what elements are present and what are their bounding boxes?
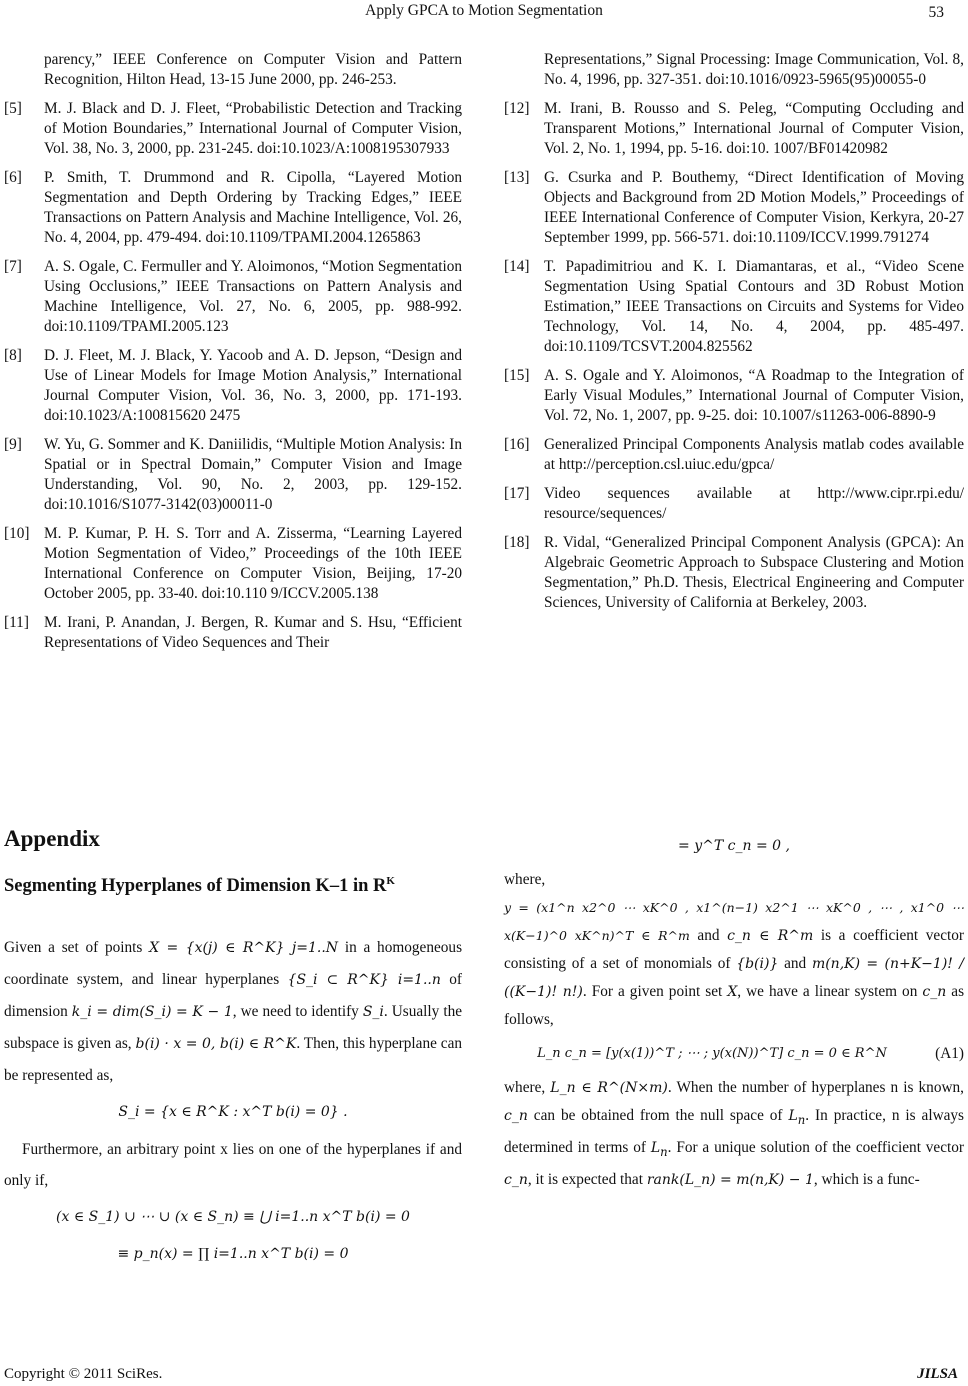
reference-item — [4, 168, 462, 248]
reference-continuation: parency,” IEEE Conference on Computer Vision and Pattern Recognition, Hilton Head, 13-15 June 2000, pp. 246-253. — [44, 51, 462, 88]
reference-number: [5] — [4, 100, 22, 117]
equation-A1: L_n c_n = [y(x(1))^T ; ⋯ ; y(x(N))^T] c_n = 0 ∈ R^N — [537, 1046, 887, 1061]
reference-number: [13] — [504, 169, 530, 186]
reference-text: Video sequences available at http://www.cipr.rpi.edu/ resource/sequences/ — [544, 485, 964, 522]
reference-number: [15] — [504, 367, 530, 384]
page-number: 53 — [928, 4, 944, 21]
references-right-column — [504, 50, 964, 622]
equation-dimension: k_i = dim(S_i) = K − 1 — [71, 1004, 233, 1020]
reference-number: [8] — [4, 347, 22, 364]
reference-number: [12] — [504, 100, 530, 117]
reference-text: D. J. Fleet, M. J. Black, Y. Yacoob and A. D. Jepson, “Design and Use of Linear Models for Image Motion Analysis,” International Journal Computer Vision, Vol. 36, No. 3, 2000, pp. 171-193. doi:10.1023/A:100815620 2475 — [44, 347, 462, 424]
reference-text: M. J. Black and D. J. Fleet, “Probabilistic Detection and Tracking of Motion Boundaries,” International Journal of Computer Vision, Vol. 38, No. 3, 2000, pp. 231-245. doi:10.1023/A:1008195307933 — [44, 100, 462, 157]
reference-item — [4, 524, 462, 604]
journal-name: JILSA — [917, 1366, 958, 1382]
equation-union: (x ∈ S_1) ∪ ⋯ ∪ (x ∈ S_n) ≡ ⋃ i=1..n x^T b(i) = 0 — [56, 1209, 410, 1225]
reference-item — [4, 257, 462, 337]
equation-X: X — [727, 984, 738, 1000]
references-left-column — [4, 50, 462, 662]
reference-number: [7] — [4, 258, 22, 275]
equation-y: y = (x1^n x2^0 ⋯ xK^0 , x1^(n−1) x2^1 ⋯ xK^0 , ⋯ , x1^0 ⋯ x(K−1)^0 xK^n)^T ∈ R^m — [504, 900, 964, 943]
reference-item — [504, 257, 964, 357]
reference-text: M. Irani, B. Rousso and S. Peleg, “Computing Occluding and Transparent Motions,” International Journal of Computer Vision, Vol. 2, No. 1, 1994, pp. 5-16. doi:10. 1007/BF01420982 — [544, 100, 964, 157]
page-header — [0, 2, 968, 24]
appendix-left-column — [4, 932, 462, 1276]
reference-number: [9] — [4, 436, 22, 453]
reference-item — [504, 366, 964, 426]
paragraph: where, y = (x1^n x2^0 ⋯ xK^0 , x1^(n−1) x2^1 ⋯ xK^0 , ⋯ , x1^0 ⋯ x(K−1)^0 xK^n)^T ∈ R^m and c_n ∈ R^m is a coefficient vector consisting of a set of monomials of {b(i)} and m(n,K) = (n+K−1)! / ((K−1)! n!). For a given point set X, we have a linear system on c_n as follows, — [504, 871, 965, 1028]
reference-item — [4, 613, 462, 653]
reference-number: [10] — [4, 525, 30, 542]
equation-points: X = {x(j) ∈ R^K} j=1..N — [149, 940, 339, 956]
reference-item — [504, 435, 964, 475]
copyright: Copyright © 2011 SciRes. — [4, 1366, 163, 1382]
equation-representation: S_i = {x ∈ R^K : x^T b(i) = 0} . — [118, 1104, 348, 1120]
reference-text: M. P. Kumar, P. H. S. Torr and A. Zisserma, “Learning Layered Motion Segmentation of Video,” Proceedings of the 10th IEEE International Conference on Computer Vision, Beijing, 17-20 October 2005, pp. 33-40. doi:10.110 9/ICCV.2005.138 — [44, 525, 462, 602]
reference-continuation: Representations,” Signal Processing: Image Communication, Vol. 8, No. 4, 1996, pp. 327-351. doi:10.1016/0923-5965(95)00055-0 — [544, 51, 964, 88]
reference-number: [18] — [504, 534, 530, 551]
reference-text: A. S. Ogale and Y. Aloimonos, “A Roadmap to the Integration of Early Visual Modules,” International Journal of Computer Vision, Vol. 72, No. 1, 2007, pp. 9-25. doi: 10.1007/s11263-006-8890-9 — [544, 367, 964, 424]
paragraph: Furthermore, an arbitrary point x lies on one of the hyperplanes if and only if, — [4, 1141, 462, 1189]
running-title: Apply GPCA to Motion Segmentation — [365, 2, 603, 19]
reference-item — [504, 99, 964, 159]
reference-text: T. Papadimitriou and K. I. Diamantaras, et al., “Video Scene Segmentation Using Spatial Contours and 3D Robust Motion Estimation,” IEEE Transactions on Circuits and Systems for Video Technology, Vol. 14, No. 4, 2004, pp. 485-497. doi:10.1109/TCSVT.2004.825562 — [544, 258, 964, 355]
equation-m: m(n,K) = (n+K−1)! / ((K−1)! n!) — [504, 956, 964, 1000]
equation-bi: {b(i)} — [736, 956, 779, 972]
equation-planes: {S_i ⊂ R^K} i=1..n — [287, 972, 441, 988]
reference-text: M. Irani, P. Anandan, J. Bergen, R. Kumar and S. Hsu, “Efficient Representations of Video Sequences and Their — [44, 614, 462, 651]
appendix-right-column — [504, 826, 964, 1194]
appendix-subheading: Segmenting Hyperplanes of Dimension K–1 in $R^K$ — [4, 875, 395, 897]
reference-text: G. Csurka and P. Bouthemy, “Direct Identification of Moving Objects and Background from 2D Motion Models,” Proceedings of IEEE International Conference of Computer Vision, Kerkyra, 20-27 September 1999, pp. 566-571. doi:10.1109/ICCV.1999.791274 — [544, 169, 964, 246]
paragraph: Given a set of points X = {x(j) ∈ R^K} j=1..N in a homogeneous coordinate system, and linear hyperplanes {S_i ⊂ R^K} i=1..n of dimension k_i = dim(S_i) = K − 1, we need to identify S_i. Usually the subspace is given as, b(i) · x = 0, b(i) ∈ R^K. Then, this hyperplane can be represented as, — [4, 939, 463, 1084]
reference-item — [4, 99, 462, 159]
paragraph: where, L_n ∈ R^(N×m). When the number of hyperplanes n is known, c_n can be obtained from the null space of $L_n$. In practice, n is always determined in terms of $L_n$. For a unique solution of the coefficient vector c_n, it is expected that rank(L_n) = m(n,K) − 1, which is a func- — [504, 1079, 965, 1188]
reference-number: [11] — [4, 614, 29, 631]
reference-number: [14] — [504, 258, 530, 275]
reference-text: R. Vidal, “Generalized Principal Component Analysis (GPCA): An Algebraic Geometric Approach to Subspace Clustering and Motion Segmentation,” Ph.D. Thesis, Electrical Engineering and Computer Sciences, University of California at Berkeley, 2003. — [544, 534, 964, 611]
reference-text: Generalized Principal Components Analysis matlab codes available at http://perception.csl.uiuc.edu/gpca/ — [544, 436, 964, 473]
reference-item — [504, 533, 964, 613]
equation-si: S_i — [362, 1004, 384, 1020]
reference-text: P. Smith, T. Drummond and R. Cipolla, “Layered Motion Segmentation and Depth Ordering by Tracking Edges,” IEEE Transactions on Pattern Analysis and Machine Intelligence, Vol. 26, No. 4, 2004, pp. 479-494. doi:10.1109/TPAMI.2004.1265863 — [44, 169, 462, 246]
reference-number: [17] — [504, 485, 530, 502]
reference-text: W. Yu, G. Sommer and K. Daniilidis, “Multiple Motion Analysis: In Spatial or in Spectral Domain,” Computer Vision and Image Understanding, Vol. 90, No. 2, 2003, pp. 129-152. doi:10.1016/S1077-3142(03)00011-0 — [44, 436, 462, 513]
equation-cn2: c_n — [922, 984, 947, 1000]
reference-number: [16] — [504, 436, 530, 453]
page-footer — [4, 1366, 964, 1383]
equation-tag: (A1) — [935, 1045, 964, 1062]
equation-rank: rank(L_n) = m(n,K) − 1 — [646, 1171, 814, 1188]
reference-text: A. S. Ogale, C. Fermuller and Y. Aloimonos, “Motion Segmentation Using Occlusions,” IEEE Transactions on Pattern Analysis and Machine Intelligence, Vol. 27, No. 6, 2005, pp. 988-992. doi:10.1109/TPAMI.2005.123 — [44, 258, 462, 335]
reference-number: [6] — [4, 169, 22, 186]
equation-product: ≡ p_n(x) = ∏ i=1..n x^T b(i) = 0 — [117, 1246, 349, 1262]
reference-item — [504, 484, 964, 524]
equation-b: b(i) · x = 0, b(i) ∈ R^K — [135, 1036, 297, 1052]
reference-item — [504, 168, 964, 248]
equation-L: L_n ∈ R^(N×m) — [550, 1080, 668, 1096]
reference-item — [4, 346, 462, 426]
appendix-heading: Appendix — [4, 826, 100, 851]
reference-item — [4, 435, 462, 515]
equation-A1-row — [504, 1040, 964, 1068]
equation-top: = y^T c_n = 0 , — [678, 838, 790, 854]
equation-cn: c_n ∈ R^m — [727, 928, 814, 944]
